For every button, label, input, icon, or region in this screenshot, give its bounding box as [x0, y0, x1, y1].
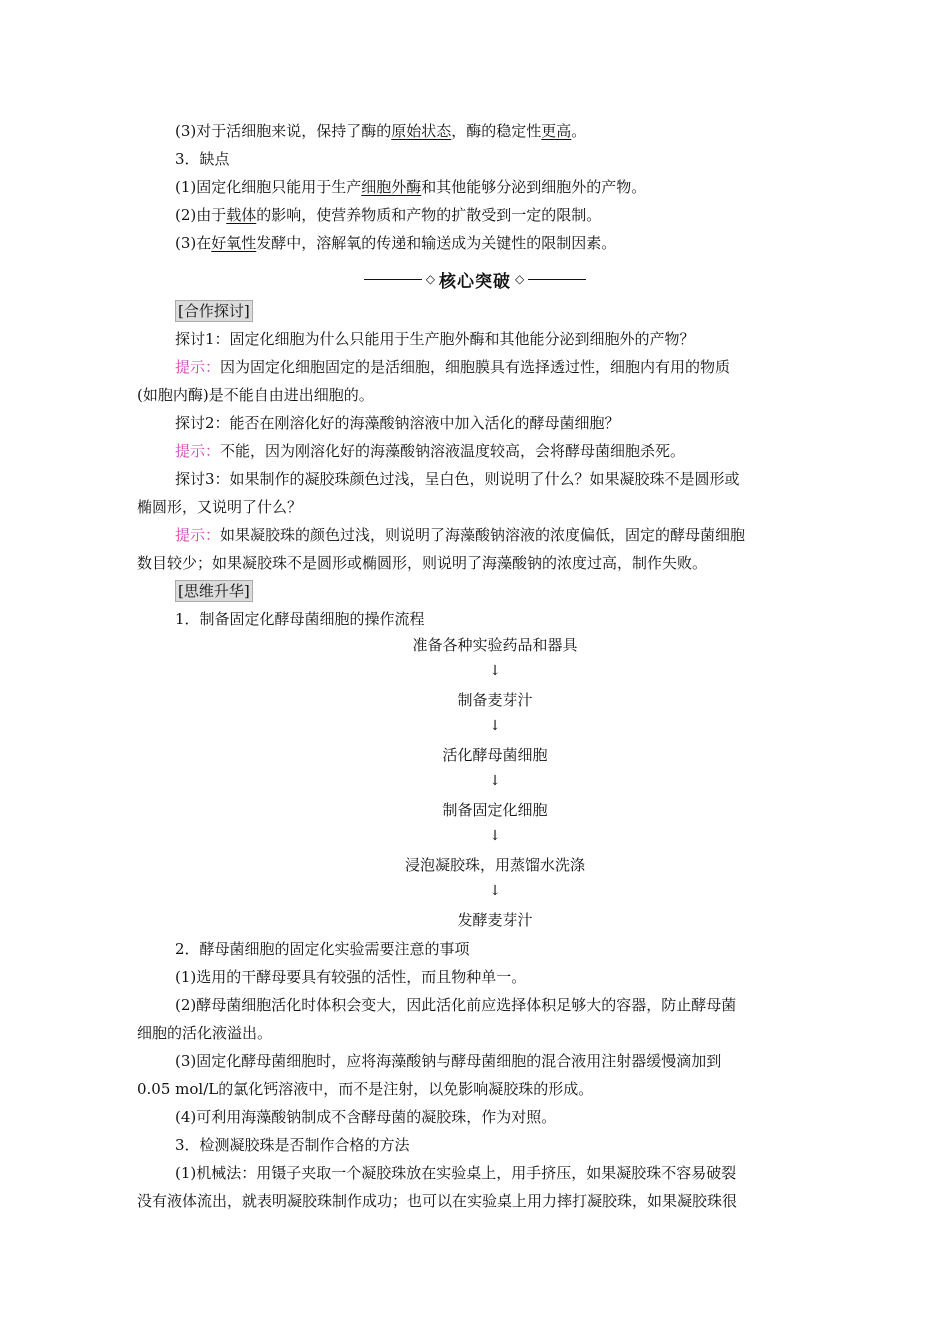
question-1: 探讨1：固定化细胞为什么只能用于生产胞外酶和其他能分泌到细胞外的产物？ [175, 330, 695, 348]
diamond-icon: ◇ [515, 272, 525, 286]
note-2-continued: 细胞的活化液溢出。 [137, 1024, 273, 1042]
banner-rule-right [528, 279, 586, 280]
note-3-continued: 0.05 mol/L的氯化钙溶液中，而不是注射，以免影响凝胶珠的形成。 [137, 1080, 594, 1098]
answer-2: 提示：不能，因为刚溶化好的海藻酸钠溶液温度较高，会将酵母菌细胞杀死。 [175, 442, 686, 460]
discussion-tag-line [175, 298, 817, 324]
flow-step-3: 活化酵母菌细胞 [442, 746, 548, 764]
underlined-term: 细胞外酶 [361, 178, 422, 196]
disadvantage-2: (2)由于载体的影响，使营养物质和产物的扩散受到一定的限制。 [175, 206, 602, 224]
flow-step-4: 制备固定化细胞 [442, 801, 548, 819]
question-2: 探讨2：能否在刚溶化好的海藻酸钠溶液中加入活化的酵母菌细胞？ [175, 414, 620, 432]
section-banner [0, 266, 950, 292]
banner-title: 核心突破 [439, 271, 511, 292]
answer-3: 提示：如果凝胶珠的颜色过浅，则说明了海藻酸钠溶液的浓度偏低，固定的酵母菌细胞 [175, 526, 746, 544]
hint-label: 提示： [175, 442, 221, 460]
underlined-term: 原始状态 [391, 122, 452, 140]
section-heading-disadvantages: 3．缺点 [175, 150, 230, 168]
sublime-tag-line [175, 578, 817, 604]
arrow-down-icon: ↓ [489, 663, 501, 679]
heading-methods: 3．检测凝胶珠是否制作合格的方法 [175, 1136, 410, 1154]
answer-3-continued: 数目较少；如果凝胶珠不是圆形或椭圆形，则说明了海藻酸钠的浓度过高，制作失败。 [137, 554, 708, 572]
question-3: 探讨3：如果制作的凝胶珠颜色过浅，呈白色，则说明了什么？如果凝胶珠不是圆形或 [175, 470, 740, 488]
method-1-continued: 没有液体流出，就表明凝胶珠制作成功；也可以在实验桌上用力摔打凝胶珠，如果凝胶珠很 [137, 1192, 738, 1210]
flow-step-1: 准备各种实验药品和器具 [412, 636, 578, 654]
section-tag: [合作探讨] [175, 300, 253, 322]
note-2: (2)酵母菌细胞活化时体积会变大，因此活化前应选择体积足够大的容器，防止酵母菌 [175, 996, 737, 1014]
hint-label: 提示： [175, 526, 221, 544]
disadvantage-1: (1)固定化细胞只能用于生产细胞外酶和其他能够分泌到细胞外的产物。 [175, 178, 647, 196]
hint-label: 提示： [175, 358, 221, 376]
question-3-continued: 椭圆形，又说明了什么？ [137, 498, 303, 516]
section-tag: [思维升华] [175, 580, 253, 602]
arrow-down-icon: ↓ [489, 718, 501, 734]
underlined-term: 好氧性 [211, 234, 257, 252]
disadvantage-3: (3)在好氧性发酵中，溶解氧的传递和输送成为关键性的限制因素。 [175, 234, 617, 252]
arrow-down-icon: ↓ [489, 773, 501, 789]
answer-1-continued: (如胞内酶)是不能自由进出细胞的。 [137, 386, 374, 404]
note-3: (3)固定化酵母菌细胞时，应将海藻酸钠与酵母菌细胞的混合液用注射器缓慢滴加到 [175, 1052, 722, 1070]
banner-rule-left [364, 279, 422, 280]
arrow-down-icon: ↓ [489, 828, 501, 844]
diamond-icon: ◇ [425, 272, 435, 286]
heading-procedure: 1．制备固定化酵母菌细胞的操作流程 [175, 610, 425, 628]
flow-step-5: 浸泡凝胶珠，用蒸馏水洗涤 [404, 856, 585, 874]
heading-notes: 2．酵母菌细胞的固定化实验需要注意的事项 [175, 940, 470, 958]
flow-step-2: 制备麦芽汁 [457, 691, 533, 709]
flow-step-6: 发酵麦芽汁 [457, 911, 533, 929]
method-1: (1)机械法：用镊子夹取一个凝胶珠放在实验桌上，用手挤压，如果凝胶珠不容易破裂 [175, 1164, 737, 1182]
note-4: (4)可利用海藻酸钠制成不含酵母菌的凝胶珠，作为对照。 [175, 1108, 557, 1126]
arrow-down-icon: ↓ [489, 883, 501, 899]
underlined-term: 载体 [226, 206, 257, 224]
answer-1: 提示：因为固定化细胞固定的是活细胞，细胞膜具有选择透过性，细胞内有用的物质 [175, 358, 731, 376]
advantage-3: (3)对于活细胞来说，保持了酶的原始状态，酶的稳定性更高。 [175, 122, 587, 140]
underlined-term: 更高 [541, 122, 572, 140]
note-1: (1)选用的干酵母要具有较强的活性，而且物种单一。 [175, 968, 527, 986]
